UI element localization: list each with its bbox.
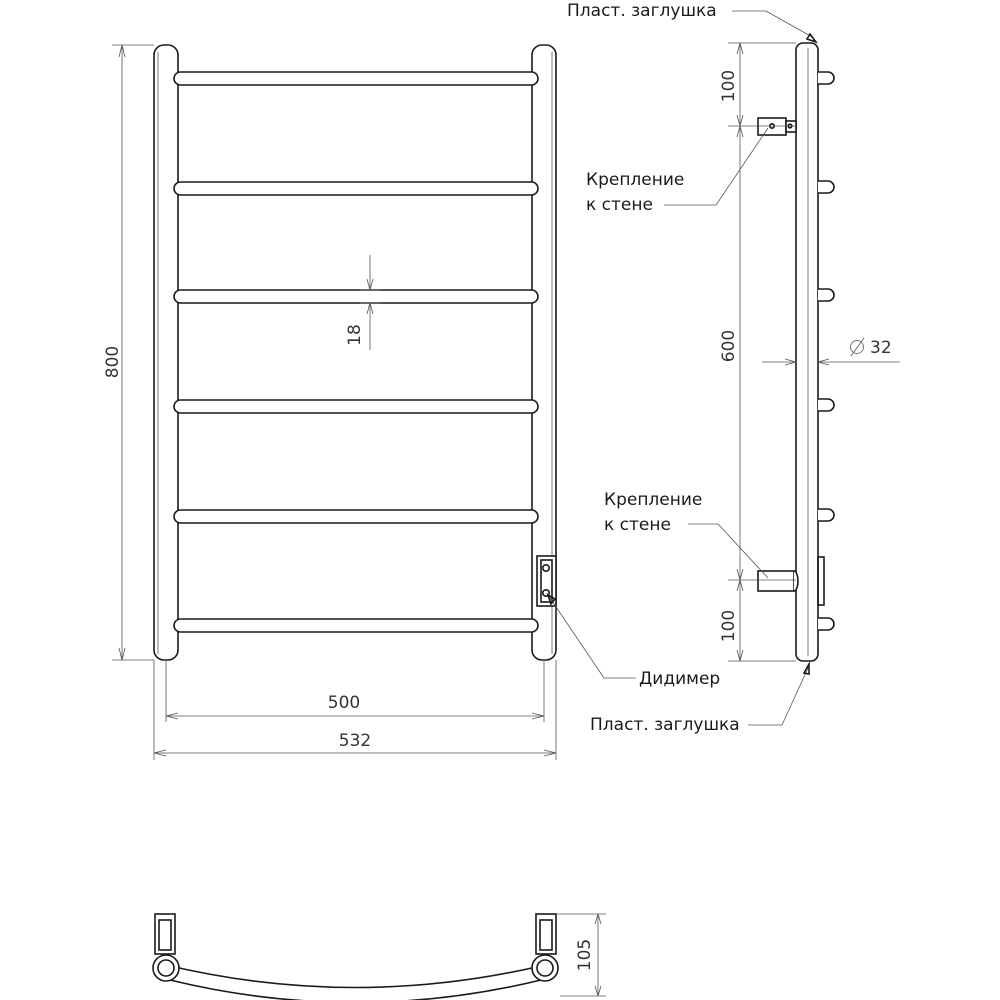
mount-lower-label-2: к стене	[604, 515, 671, 535]
rail	[174, 182, 538, 195]
side-view	[567, 1, 900, 735]
plug-top-label: Пласт. заглушка	[567, 1, 717, 21]
dim-bottom-offset-label: 100	[719, 609, 739, 643]
rail	[174, 290, 538, 303]
dim-depth-label: 105	[575, 938, 595, 972]
front-view	[103, 45, 720, 760]
dim-height-label: 800	[103, 345, 123, 379]
rails	[174, 72, 538, 632]
dim-top-offset-label: 100	[719, 69, 739, 103]
dim-diameter	[762, 338, 900, 365]
mount-upper-label-1: Крепление	[586, 170, 685, 190]
side-dimmer	[818, 557, 824, 605]
dim-height	[103, 45, 154, 660]
side-rail-stubs	[818, 72, 834, 630]
rail	[174, 510, 538, 523]
dimmer-label: Дидимер	[639, 669, 721, 689]
wall-mount-upper	[758, 118, 796, 135]
mount-lower-leader	[604, 490, 768, 578]
plug-top-leader	[567, 1, 816, 42]
dim-gap-label: 18	[345, 324, 365, 346]
mount-lower-label-1: Крепление	[604, 490, 703, 510]
rail	[174, 72, 538, 85]
curved-rail	[166, 965, 545, 988]
dim-outer-width-label: 532	[338, 731, 372, 751]
dim-inner-width	[166, 660, 544, 722]
top-view	[153, 914, 606, 1000]
dim-diameter-label: 32	[870, 338, 892, 358]
mount-upper-leader	[586, 128, 768, 215]
side-pipe	[796, 43, 818, 661]
dim-mount-spacing-label: 600	[719, 329, 739, 363]
rail	[174, 400, 538, 413]
dim-depth	[556, 914, 606, 996]
rail	[174, 619, 538, 632]
plug-bottom-label: Пласт. заглушка	[590, 715, 740, 735]
dim-inner-width-label: 500	[327, 693, 361, 713]
dimmer-leader	[548, 595, 720, 689]
mount-upper-label-2: к стене	[586, 195, 653, 215]
